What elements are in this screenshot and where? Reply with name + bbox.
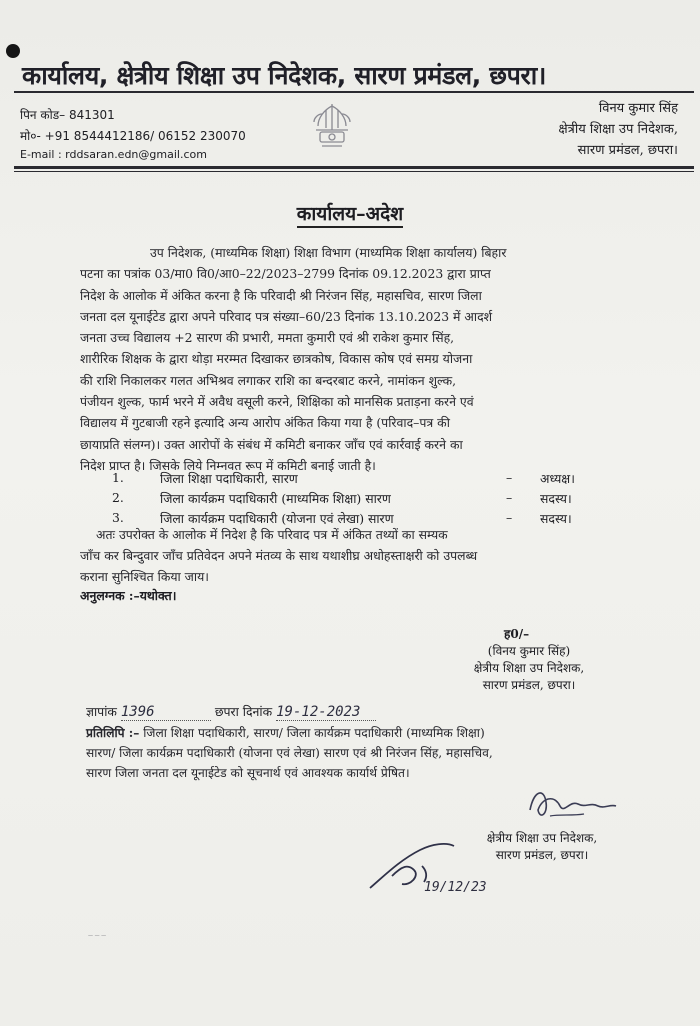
enclosure-note: अनुलग्नक :–यथोक्त। [80, 588, 177, 603]
committee-role: अध्यक्ष। [540, 471, 575, 486]
officer-name: विनय कुमार सिंह [598, 101, 678, 116]
signature-block-2 [462, 830, 622, 864]
header-rule-top [14, 91, 694, 93]
handwritten-date: 19/12/23 [424, 880, 487, 895]
para-line: जनता दल यूनाईटेड द्वारा अपने परिवाद पत्र संख्या–60/23 दिनांक 13.10.2023 में आदर्श [80, 308, 493, 324]
signatory2-designation: क्षेत्रीय शिक्षा उप निदेशक, [486, 831, 598, 845]
committee-number: 3. [112, 510, 124, 525]
order-heading-text: कार्यालय–अदेश [297, 203, 403, 228]
memo-line [86, 703, 376, 721]
para-line: जनता उच्च विद्यालय +2 सारण की प्रभारी, ममता कुमारी एवं श्री राकेश कुमार सिंह, [80, 330, 455, 346]
signature-scribble-icon [520, 780, 620, 830]
mobile-number: मो०- +91 8544412186/ 06152 230070 [20, 129, 246, 143]
handwritten-initials-icon [362, 836, 482, 906]
para-line: निदेश प्राप्त है। जिसके लिये निम्नवत रूप में कमिटी बनाई जाती है। [80, 457, 376, 473]
para-line: शारीरिक शिक्षक के द्वारा थोड़ा मरम्मत दिखाकर छात्रकोष, विकास कोष एवं समग्र योजना [80, 351, 473, 367]
committee-designation: जिला कार्यक्रम पदाधिकारी (माध्यमिक शिक्षा) सारण [160, 491, 391, 506]
signatory-name: (विनय कुमार सिंह) [487, 644, 571, 658]
para-line: उप निदेशक, (माध्यमिक शिक्षा) शिक्षा विभाग (माध्यमिक शिक्षा कार्यालय) बिहार [150, 245, 507, 260]
committee-role: सदस्य। [540, 511, 572, 526]
officer-designation: क्षेत्रीय शिक्षा उप निदेशक, [558, 122, 678, 137]
signatory-location: सारण प्रमंडल, छपरा। [482, 678, 576, 692]
bihar-emblem-icon [304, 100, 360, 154]
committee-row [112, 490, 592, 510]
para-line: विद्यालय में गुटबाजी रहने इत्यादि अन्य आरोप अंकित किया गया है (परिवाद–पत्र की [80, 415, 450, 431]
committee-dash: – [506, 490, 513, 505]
footer-reference-mark: — — — [88, 933, 107, 939]
punch-hole [6, 44, 20, 58]
committee-dash: – [506, 470, 513, 485]
para-line: कराना सुनिश्चित किया जाय। [80, 569, 209, 584]
memo-label: ज्ञापांक [86, 704, 117, 719]
memo-number: 1396 [121, 704, 211, 721]
signatory2-location: सारण प्रमंडल, छपरा। [495, 848, 589, 862]
officer-location: सारण प्रमंडल, छपरा। [577, 143, 678, 158]
committee-number: 2. [112, 490, 124, 505]
office-title: कार्यालय, क्षेत्रीय शिक्षा उप निदेशक, सारण प्रमंडल, छपरा। [22, 61, 547, 90]
para-line: जाँच कर बिन्दुवार जाँच प्रतिवेदन अपने मंतव्य के साथ यथाशीघ्र अधोहस्ताक्षरी को उपलब्ध [80, 548, 478, 563]
committee-designation: जिला शिक्षा पदाधिकारी, सारण [160, 471, 298, 486]
signatory-designation: क्षेत्रीय शिक्षा उप निदेशक, [473, 661, 585, 675]
para-line: पटना का पत्रांक 03/मा0 वि0/आ0–22/2023–2799 दिनांक 09.12.2023 द्वारा प्राप्त [80, 266, 491, 282]
para-line: पंजीयन शुल्क, फार्म भरने में अवैध वसूली करने, शिक्षिका को मानसिक प्रताड़ना करने एवं [80, 394, 474, 410]
committee-number: 1. [112, 470, 124, 485]
order-directive [80, 524, 658, 587]
copy-forwarding [86, 723, 660, 783]
header-rule-bottom-thin [14, 171, 694, 172]
header-rule-bottom [14, 166, 694, 169]
committee-row [112, 470, 592, 490]
committee-dash: – [506, 510, 513, 525]
copy-line: सारण जिला जनता दल यूनाईटेड को सूचनार्थ एवं आवश्यक कार्यार्थ प्रेषित। [86, 766, 410, 780]
email-address: E-mail : rddsaran.edn@gmail.com [20, 148, 207, 161]
signature-block [444, 626, 614, 694]
para-line: की राशि निकालकर गलत अभिश्रव लगाकर राशि का बन्दरबाट करने, नामांकन शुल्क, [80, 372, 457, 388]
order-heading [0, 200, 700, 226]
signature-sd: ह0/– [504, 627, 530, 641]
committee-role: सदस्य। [540, 491, 572, 506]
memo-date: 19-12-2023 [276, 704, 376, 721]
copy-line: सारण/ जिला कार्यक्रम पदाधिकारी (योजना एवं लेखा) सारण एवं श्री निरंजन सिंह, महासचिव, [86, 746, 493, 760]
para-line: अतः उपरोक्त के आलोक में निदेश है कि परिवाद पत्र में अंकित तथ्यों का सम्यक [96, 527, 448, 542]
pin-code: पिन कोड– 841301 [20, 108, 115, 122]
copy-label: प्रतिलिपि :– [86, 726, 140, 740]
copy-line: जिला शिक्षा पदाधिकारी, सारण/ जिला कार्यक्रम पदाधिकारी (माध्यमिक शिक्षा) [143, 726, 485, 740]
para-line: छायाप्रति संलग्न)। उक्त आरोपों के संबंध में कमिटी बनाकर जाँच एवं कार्रवाई करने का [80, 436, 463, 452]
order-paragraph [80, 242, 658, 476]
memo-date-label: छपरा दिनांक [214, 704, 273, 719]
para-line: निदेश के आलोक में अंकित करना है कि परिवादी श्री निरंजन सिंह, महासचिव, सारण जिला [80, 287, 482, 303]
committee-designation: जिला कार्यक्रम पदाधिकारी (योजना एवं लेखा) सारण [160, 511, 394, 526]
